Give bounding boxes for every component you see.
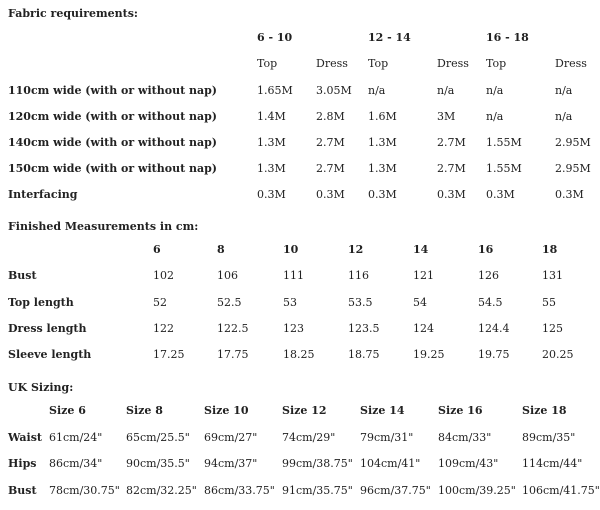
fabric-cell: 2.7M bbox=[437, 136, 466, 149]
finished-cell: 123.5 bbox=[348, 322, 380, 335]
fabric-cell: 1.3M bbox=[368, 162, 397, 175]
fabric-subhead: Top bbox=[257, 57, 278, 70]
fabric-cell: 3M bbox=[437, 110, 456, 123]
finished-cell: 123 bbox=[283, 322, 304, 335]
finished-size-header: 12 bbox=[348, 243, 364, 256]
fabric-cell: 0.3M bbox=[316, 188, 345, 201]
finished-cell: 111 bbox=[283, 269, 304, 282]
fabric-cell: 2.95M bbox=[555, 136, 591, 149]
uk-cell: 94cm/37" bbox=[204, 457, 258, 470]
uk-cell: 74cm/29" bbox=[282, 431, 336, 444]
uk-cell: 106cm/41.75" bbox=[522, 484, 600, 497]
finished-measurements-title: Finished Measurements in cm: bbox=[8, 220, 199, 233]
uk-cell: 96cm/37.75" bbox=[360, 484, 431, 497]
fabric-cell: n/a bbox=[555, 110, 573, 123]
uk-size-header: Size 8 bbox=[126, 404, 163, 417]
fabric-subhead: Top bbox=[368, 57, 389, 70]
fabric-cell: 1.4M bbox=[257, 110, 286, 123]
uk-cell: 79cm/31" bbox=[360, 431, 414, 444]
finished-cell: 19.75 bbox=[478, 348, 510, 361]
fabric-group-header: 6 - 10 bbox=[257, 31, 293, 44]
fabric-cell: 2.8M bbox=[316, 110, 345, 123]
fabric-cell: 1.3M bbox=[368, 136, 397, 149]
finished-cell: 19.25 bbox=[413, 348, 445, 361]
finished-cell: 17.75 bbox=[217, 348, 249, 361]
uk-cell: 65cm/25.5" bbox=[126, 431, 190, 444]
fabric-cell: 2.95M bbox=[555, 162, 591, 175]
uk-size-header: Size 18 bbox=[522, 404, 567, 417]
uk-cell: 109cm/43" bbox=[438, 457, 499, 470]
uk-row-label: Waist bbox=[8, 431, 42, 444]
uk-cell: 69cm/27" bbox=[204, 431, 258, 444]
finished-cell: 20.25 bbox=[542, 348, 574, 361]
uk-cell: 86cm/33.75" bbox=[204, 484, 275, 497]
fabric-cell: n/a bbox=[486, 84, 504, 97]
uk-cell: 90cm/35.5" bbox=[126, 457, 190, 470]
fabric-row-label: 140cm wide (with or without nap) bbox=[8, 136, 218, 149]
finished-cell: 18.75 bbox=[348, 348, 380, 361]
finished-cell: 126 bbox=[478, 269, 499, 282]
finished-cell: 122.5 bbox=[217, 322, 249, 335]
uk-size-header: Size 14 bbox=[360, 404, 405, 417]
finished-row-label: Bust bbox=[8, 269, 37, 282]
fabric-subhead: Dress bbox=[555, 57, 587, 70]
fabric-row-label: 150cm wide (with or without nap) bbox=[8, 162, 218, 175]
fabric-cell: 0.3M bbox=[368, 188, 397, 201]
uk-cell: 86cm/34" bbox=[49, 457, 103, 470]
fabric-requirements-title: Fabric requirements: bbox=[8, 7, 138, 20]
uk-cell: 114cm/44" bbox=[522, 457, 583, 470]
uk-cell: 91cm/35.75" bbox=[282, 484, 353, 497]
fabric-subhead: Top bbox=[486, 57, 507, 70]
fabric-cell: 0.3M bbox=[486, 188, 515, 201]
fabric-cell: 2.7M bbox=[316, 162, 345, 175]
finished-cell: 52 bbox=[153, 296, 167, 309]
uk-row-label: Bust bbox=[8, 484, 37, 497]
uk-cell: 100cm/39.25" bbox=[438, 484, 516, 497]
finished-cell: 17.25 bbox=[153, 348, 185, 361]
finished-cell: 54 bbox=[413, 296, 427, 309]
uk-size-header: Size 16 bbox=[438, 404, 483, 417]
finished-cell: 124.4 bbox=[478, 322, 510, 335]
finished-size-header: 10 bbox=[283, 243, 299, 256]
fabric-cell: 1.3M bbox=[257, 136, 286, 149]
fabric-subhead: Dress bbox=[316, 57, 348, 70]
finished-size-header: 16 bbox=[478, 243, 494, 256]
finished-cell: 102 bbox=[153, 269, 174, 282]
finished-row-label: Dress length bbox=[8, 322, 87, 335]
finished-cell: 53.5 bbox=[348, 296, 373, 309]
uk-cell: 104cm/41" bbox=[360, 457, 421, 470]
finished-cell: 124 bbox=[413, 322, 434, 335]
uk-row-label: Hips bbox=[8, 457, 37, 470]
uk-cell: 89cm/35" bbox=[522, 431, 576, 444]
fabric-cell: 2.7M bbox=[316, 136, 345, 149]
finished-cell: 131 bbox=[542, 269, 563, 282]
finished-cell: 52.5 bbox=[217, 296, 242, 309]
finished-cell: 122 bbox=[153, 322, 174, 335]
fabric-cell: 1.6M bbox=[368, 110, 397, 123]
finished-cell: 121 bbox=[413, 269, 434, 282]
fabric-cell: n/a bbox=[486, 110, 504, 123]
fabric-cell: 1.55M bbox=[486, 162, 522, 175]
uk-cell: 99cm/38.75" bbox=[282, 457, 353, 470]
fabric-cell: 1.65M bbox=[257, 84, 293, 97]
fabric-cell: 0.3M bbox=[437, 188, 466, 201]
uk-cell: 61cm/24" bbox=[49, 431, 103, 444]
uk-cell: 78cm/30.75" bbox=[49, 484, 120, 497]
finished-size-header: 6 bbox=[153, 243, 161, 256]
uk-size-header: Size 10 bbox=[204, 404, 249, 417]
fabric-cell: n/a bbox=[555, 84, 573, 97]
fabric-subhead: Dress bbox=[437, 57, 469, 70]
fabric-cell: n/a bbox=[437, 84, 455, 97]
finished-cell: 18.25 bbox=[283, 348, 315, 361]
fabric-cell: 2.7M bbox=[437, 162, 466, 175]
finished-cell: 116 bbox=[348, 269, 369, 282]
fabric-group-header: 12 - 14 bbox=[368, 31, 411, 44]
finished-cell: 55 bbox=[542, 296, 556, 309]
finished-cell: 125 bbox=[542, 322, 563, 335]
finished-size-header: 14 bbox=[413, 243, 429, 256]
fabric-cell: n/a bbox=[368, 84, 386, 97]
finished-row-label: Top length bbox=[8, 296, 74, 309]
uk-cell: 84cm/33" bbox=[438, 431, 492, 444]
fabric-cell: 1.3M bbox=[257, 162, 286, 175]
fabric-cell: 0.3M bbox=[257, 188, 286, 201]
finished-cell: 54.5 bbox=[478, 296, 503, 309]
fabric-row-label: Interfacing bbox=[8, 188, 78, 201]
fabric-cell: 1.55M bbox=[486, 136, 522, 149]
finished-size-header: 18 bbox=[542, 243, 558, 256]
uk-size-header: Size 6 bbox=[49, 404, 86, 417]
fabric-group-header: 16 - 18 bbox=[486, 31, 529, 44]
uk-sizing-title: UK Sizing: bbox=[8, 381, 74, 394]
fabric-cell: 3.05M bbox=[316, 84, 352, 97]
uk-cell: 82cm/32.25" bbox=[126, 484, 197, 497]
fabric-row-label: 110cm wide (with or without nap) bbox=[8, 84, 218, 97]
fabric-cell: 0.3M bbox=[555, 188, 584, 201]
finished-size-header: 8 bbox=[217, 243, 225, 256]
fabric-row-label: 120cm wide (with or without nap) bbox=[8, 110, 218, 123]
finished-row-label: Sleeve length bbox=[8, 348, 92, 361]
finished-cell: 53 bbox=[283, 296, 297, 309]
uk-size-header: Size 12 bbox=[282, 404, 327, 417]
finished-cell: 106 bbox=[217, 269, 238, 282]
